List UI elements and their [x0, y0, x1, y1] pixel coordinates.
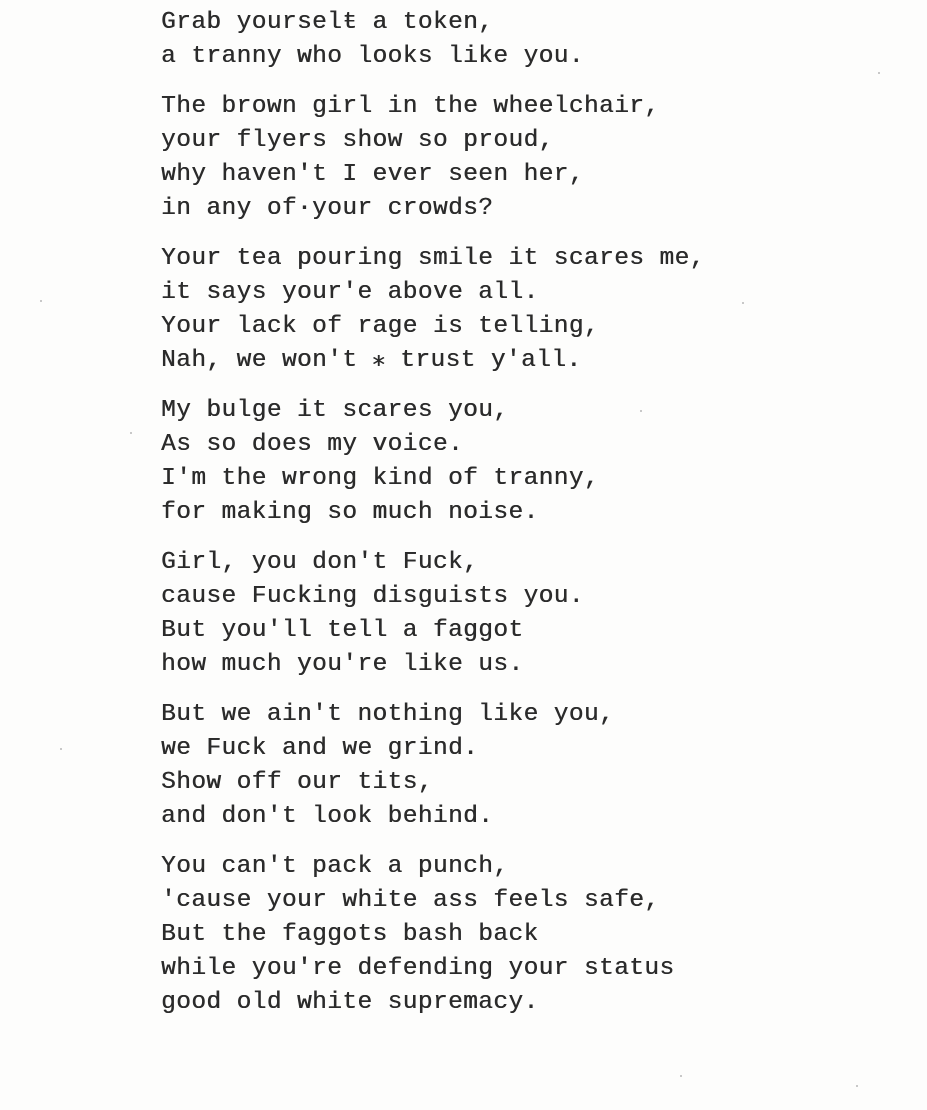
poem-line: a tranny who looks like you. — [161, 43, 584, 70]
poem-line: and don't look behind. — [161, 803, 494, 830]
poem-line: while you're defending your status — [161, 955, 675, 982]
paper-speck — [680, 1075, 682, 1077]
poem-line: My bulge it scares you, — [161, 397, 509, 424]
paper-speck — [60, 748, 62, 750]
poem-line: for making so much noise. — [161, 499, 539, 526]
poem-line: Nah, we won't ⁎ trust y'all. — [161, 347, 582, 374]
poem-line: The brown girl in the wheelchair, — [161, 93, 660, 120]
poem-line: Your tea pouring smile it scares me, — [161, 245, 705, 272]
poem-line: cause Fucking disguists you. — [161, 583, 584, 610]
poem-line: You can't pack a punch, — [161, 853, 509, 880]
poem-line: good old white supremacy. — [161, 989, 539, 1016]
paper-speck — [856, 1085, 858, 1087]
poem-line: But the faggots bash back — [161, 921, 539, 948]
paper-speck — [40, 300, 42, 302]
stanza-2 — [161, 90, 901, 226]
poem-line: your flyers show so proud, — [161, 127, 554, 154]
poem-line: 'cause your white ass feels safe, — [161, 887, 660, 914]
poem-line: why haven't I ever seen her, — [161, 161, 584, 188]
stanza-1 — [161, 6, 901, 74]
poem-line: Your lack of rage is telling, — [161, 313, 599, 340]
poem-line: it says your'e above all. — [161, 279, 539, 306]
poem-line: in any of·your crowds? — [161, 195, 494, 222]
poem-line: As so does my voice. — [161, 431, 464, 458]
poem-line: Grab yourselŧ a token, — [161, 9, 494, 36]
stanza-5 — [161, 546, 901, 682]
poem-line: But you'll tell a faggot — [161, 617, 524, 644]
stanza-3 — [161, 242, 901, 378]
poem-line: we Fuck and we grind. — [161, 735, 479, 762]
poem — [161, 6, 901, 1036]
poem-line: Girl, you don't Fuck, — [161, 549, 479, 576]
poem-line: I'm the wrong kind of tranny, — [161, 465, 599, 492]
stanza-6 — [161, 698, 901, 834]
stanza-7 — [161, 850, 901, 1020]
poem-line: But we ain't nothing like you, — [161, 701, 615, 728]
stanza-4 — [161, 394, 901, 530]
poem-line: how much you're like us. — [161, 651, 524, 678]
poem-line: Show off our tits, — [161, 769, 433, 796]
paper-speck — [130, 432, 132, 434]
